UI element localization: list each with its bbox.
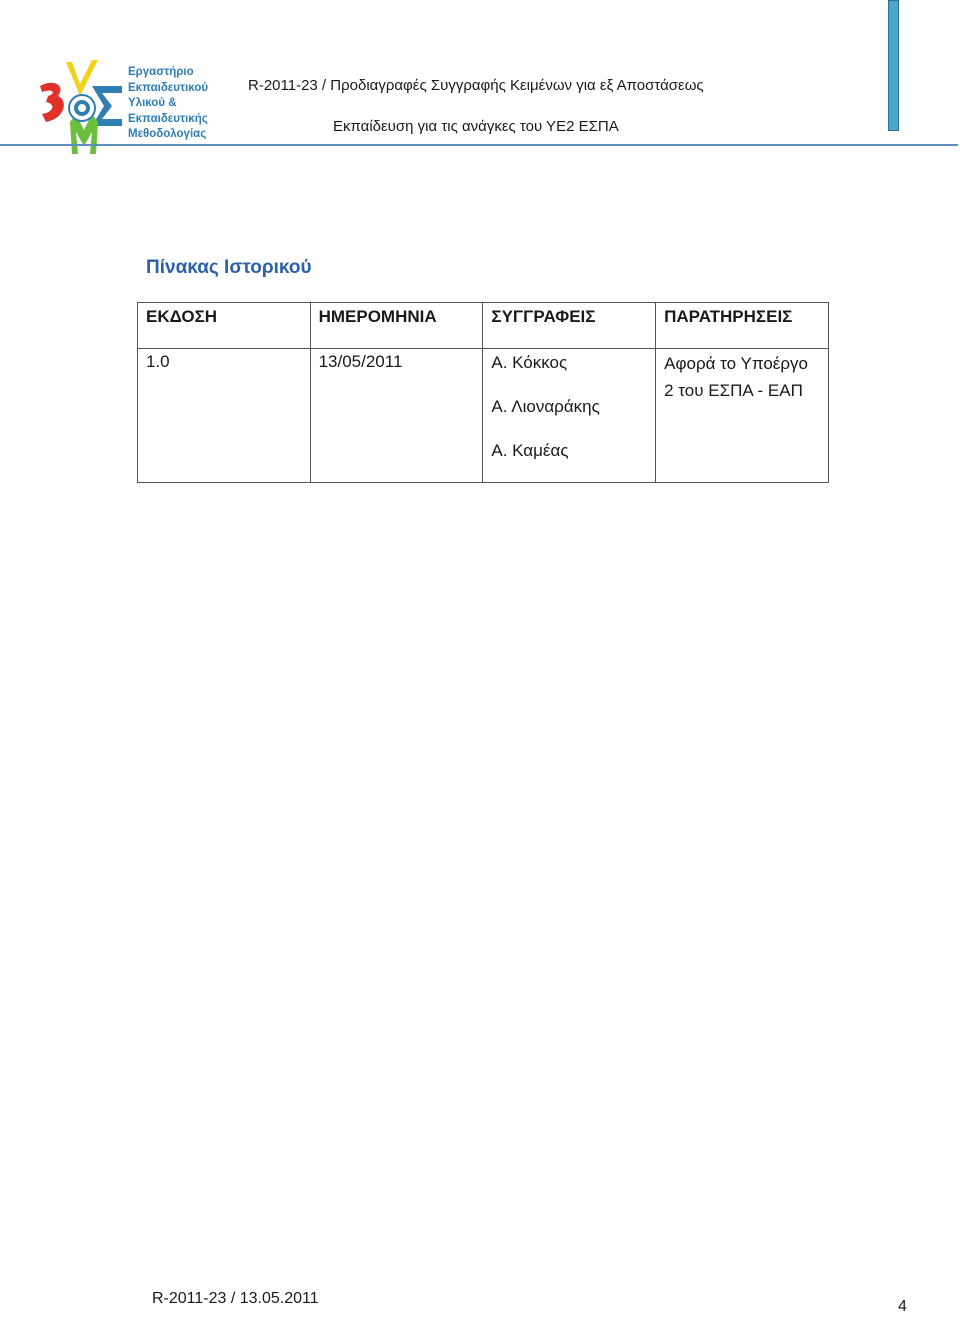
cell-version: 1.0 [138, 349, 311, 483]
header-document-title: R-2011-23 / Προδιαγραφές Συγγραφής Κειμένων για εξ Αποστάσεως [248, 77, 704, 94]
logo-text-line: Υλικού & [128, 97, 177, 109]
column-header-date: ΗΜΕΡΟΜΗΝΙΑ [310, 303, 483, 349]
cell-authors [483, 349, 656, 483]
cell-notes [656, 349, 829, 483]
logo-text-line: Εκπαιδευτικού [128, 81, 209, 94]
logo-emblem-icon [36, 56, 128, 156]
author-name: Α. Κόκκος [491, 353, 568, 372]
notes-text: Αφορά το Υποέργο 2 του ΕΣΠΑ - ΕΑΠ [664, 354, 808, 400]
table-row [138, 349, 829, 483]
history-table-header-row [138, 303, 829, 349]
header-divider [0, 144, 958, 146]
author-name: Α. Καμέας [491, 441, 569, 460]
author-name: Α. Λιοναράκης [491, 397, 600, 416]
column-header-notes: ΠΑΡΑΤΗΡΗΣΕΙΣ [656, 303, 829, 349]
logo-text [128, 65, 228, 143]
lab-logo [36, 56, 216, 156]
column-header-authors: ΣΥΓΓΡΑΦΕΙΣ [483, 303, 656, 349]
logo-text-line: Εργαστήριο [128, 66, 194, 78]
logo-text-line: Μεθοδολογίας [128, 128, 207, 140]
page-number: 4 [898, 1298, 907, 1315]
column-header-version: ΕΚΔΟΣΗ [138, 303, 311, 349]
footer-reference: R-2011-23 / 13.05.2011 [152, 1290, 319, 1307]
section-title: Πίνακας Ιστορικού [146, 257, 312, 278]
header-document-subtitle: Εκπαίδευση για τις ανάγκες του ΥΕ2 ΕΣΠΑ [333, 118, 619, 135]
history-table [137, 302, 829, 483]
logo-text-line: Εκπαιδευτικής [128, 112, 208, 125]
side-tab-marker [888, 0, 899, 131]
cell-date: 13/05/2011 [310, 349, 483, 483]
